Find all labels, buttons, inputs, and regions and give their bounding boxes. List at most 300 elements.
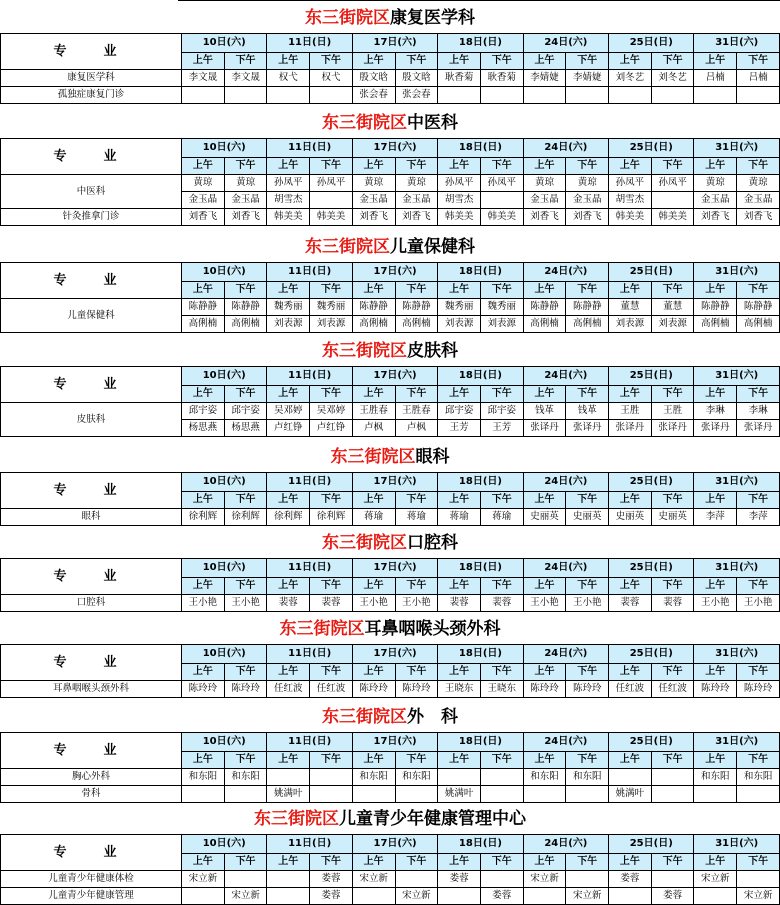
- doctor-cell: 张译丹: [694, 420, 737, 437]
- doctor-cell: 陈静静: [737, 299, 780, 316]
- doctor-cell: 卢红铮: [267, 420, 310, 437]
- doctor-cell: 裴蓉: [438, 595, 481, 612]
- doctor-cell: 李琳: [694, 403, 737, 420]
- doctor-cell: 宋立新: [224, 888, 267, 905]
- date-header: 18日(日): [438, 733, 523, 752]
- doctor-cell: 李婧婕: [566, 70, 609, 87]
- department-section: [0, 442, 780, 526]
- doctor-cell: 张会春: [352, 87, 395, 104]
- morning-header: 上午: [609, 664, 652, 681]
- doctor-cell: 黄琼: [694, 175, 737, 192]
- doctor-cell: 金玉晶: [737, 192, 780, 209]
- department-section: [0, 108, 780, 226]
- campus-name: 东三街院区: [322, 113, 407, 133]
- date-header: 24日(六): [523, 473, 608, 492]
- date-header: 25日(日): [609, 139, 694, 158]
- doctor-cell: 王晓东: [438, 681, 481, 698]
- doctor-cell: 娄蓉: [310, 888, 353, 905]
- morning-header: 上午: [182, 492, 225, 509]
- date-header-row: [1, 139, 780, 158]
- doctor-cell: [182, 87, 225, 104]
- doctor-cell: 和东阳: [224, 769, 267, 786]
- afternoon-header: 下午: [737, 53, 780, 70]
- afternoon-header: 下午: [737, 158, 780, 175]
- doctor-cell: 姚满叶: [267, 786, 310, 803]
- doctor-cell: 吕楠: [737, 70, 780, 87]
- doctor-cell: 和东阳: [352, 769, 395, 786]
- doctor-cell: 任红波: [310, 681, 353, 698]
- morning-header: 上午: [609, 53, 652, 70]
- date-header: 17日(六): [352, 367, 437, 386]
- morning-header: 上午: [352, 854, 395, 871]
- date-header: 31日(六): [694, 34, 780, 53]
- date-header: 11日(日): [267, 835, 352, 854]
- specialty-header: 专 业: [1, 263, 182, 299]
- section-title: [0, 232, 780, 262]
- doctor-cell: 陈静静: [395, 299, 438, 316]
- morning-header: 上午: [267, 578, 310, 595]
- afternoon-header: 下午: [395, 752, 438, 769]
- date-header: 10日(六): [182, 733, 267, 752]
- afternoon-header: 下午: [310, 53, 353, 70]
- morning-header: 上午: [267, 158, 310, 175]
- afternoon-header: 下午: [566, 492, 609, 509]
- doctor-cell: 张译丹: [651, 420, 694, 437]
- morning-header: 上午: [182, 158, 225, 175]
- doctor-cell: 刘香飞: [182, 209, 225, 226]
- doctor-cell: 王小艳: [694, 595, 737, 612]
- doctor-cell: 黄琼: [395, 175, 438, 192]
- afternoon-header: 下午: [395, 158, 438, 175]
- date-header-row: [1, 645, 780, 664]
- doctor-cell: 孙凤平: [267, 175, 310, 192]
- section-title: [0, 3, 780, 33]
- morning-header: 上午: [694, 492, 737, 509]
- doctor-cell: 任红波: [609, 681, 652, 698]
- doctor-cell: [651, 769, 694, 786]
- morning-header: 上午: [694, 53, 737, 70]
- doctor-cell: 韩美美: [609, 209, 652, 226]
- department-name: 儿童保健科: [390, 237, 475, 257]
- doctor-cell: [310, 769, 353, 786]
- schedule-table: [0, 472, 780, 526]
- afternoon-header: 下午: [566, 386, 609, 403]
- doctor-row: [1, 681, 780, 698]
- morning-header: 上午: [609, 282, 652, 299]
- date-header-row: [1, 559, 780, 578]
- morning-header: 上午: [694, 578, 737, 595]
- doctor-cell: [267, 888, 310, 905]
- doctor-cell: 裴蓉: [310, 595, 353, 612]
- morning-header: 上午: [352, 492, 395, 509]
- afternoon-header: 下午: [566, 158, 609, 175]
- date-header: 17日(六): [352, 559, 437, 578]
- afternoon-header: 下午: [651, 53, 694, 70]
- doctor-cell: 宋立新: [694, 871, 737, 888]
- doctor-cell: 史丽英: [566, 509, 609, 526]
- doctor-cell: 金玉晶: [182, 192, 225, 209]
- doctor-cell: 陈静静: [182, 299, 225, 316]
- doctor-cell: [651, 786, 694, 803]
- doctor-cell: 和东阳: [737, 769, 780, 786]
- doctor-cell: 金玉晶: [523, 192, 566, 209]
- doctor-cell: 王小艳: [566, 595, 609, 612]
- morning-header: 上午: [352, 282, 395, 299]
- doctor-cell: 陈玲玲: [523, 681, 566, 698]
- doctor-cell: [480, 871, 523, 888]
- morning-header: 上午: [609, 752, 652, 769]
- date-header: 24日(六): [523, 645, 608, 664]
- doctor-cell: 吕楠: [694, 70, 737, 87]
- doctor-cell: 刘表源: [609, 316, 652, 333]
- department-name: 外 科: [407, 707, 458, 727]
- doctor-cell: 钱革: [566, 403, 609, 420]
- department-name: 皮肤科: [407, 341, 458, 361]
- afternoon-header: 下午: [395, 664, 438, 681]
- doctor-cell: 任红波: [267, 681, 310, 698]
- doctor-cell: 刘香飞: [395, 209, 438, 226]
- doctor-cell: [694, 786, 737, 803]
- doctor-cell: 王小艳: [352, 595, 395, 612]
- specialty-header: 专 业: [1, 139, 182, 175]
- morning-header: 上午: [523, 53, 566, 70]
- doctor-row: [1, 595, 780, 612]
- doctor-cell: 王胜春: [395, 403, 438, 420]
- afternoon-header: 下午: [651, 664, 694, 681]
- doctor-cell: 姚满叶: [438, 786, 481, 803]
- doctor-cell: 钱革: [523, 403, 566, 420]
- doctor-cell: 王胜: [651, 403, 694, 420]
- doctor-cell: [651, 192, 694, 209]
- doctor-cell: 王小艳: [395, 595, 438, 612]
- doctor-cell: 孙凤平: [651, 175, 694, 192]
- doctor-cell: 蒋瑜: [480, 509, 523, 526]
- doctor-cell: 王小艳: [523, 595, 566, 612]
- doctor-cell: 刘香飞: [694, 209, 737, 226]
- morning-header: 上午: [609, 492, 652, 509]
- afternoon-header: 下午: [480, 752, 523, 769]
- morning-header: 上午: [352, 752, 395, 769]
- section-title: [0, 528, 780, 558]
- doctor-cell: [395, 786, 438, 803]
- date-header: 11日(日): [267, 263, 352, 282]
- doctor-cell: [523, 786, 566, 803]
- afternoon-header: 下午: [224, 158, 267, 175]
- department-name: 眼科: [415, 447, 450, 467]
- schedule-table: [0, 644, 780, 698]
- morning-header: 上午: [438, 53, 481, 70]
- doctor-cell: 刘冬艺: [609, 70, 652, 87]
- doctor-row: [1, 87, 780, 104]
- morning-header: 上午: [352, 158, 395, 175]
- afternoon-header: 下午: [566, 664, 609, 681]
- doctor-cell: 陈玲玲: [352, 681, 395, 698]
- doctor-cell: 宋立新: [523, 871, 566, 888]
- specialty-label: 骨科: [1, 786, 182, 803]
- date-header: 24日(六): [523, 835, 608, 854]
- schedule-table: [0, 558, 780, 612]
- afternoon-header: 下午: [224, 282, 267, 299]
- morning-header: 上午: [267, 282, 310, 299]
- doctor-cell: 孙凤平: [609, 175, 652, 192]
- specialty-label: 耳鼻咽喉头颈外科: [1, 681, 182, 698]
- date-header-row: [1, 473, 780, 492]
- morning-header: 上午: [267, 386, 310, 403]
- date-header: 18日(日): [438, 473, 523, 492]
- doctor-cell: 徐利辉: [182, 509, 225, 526]
- schedule-table: [0, 366, 780, 437]
- doctor-cell: 刘表源: [480, 316, 523, 333]
- afternoon-header: 下午: [737, 386, 780, 403]
- afternoon-header: 下午: [480, 386, 523, 403]
- afternoon-header: 下午: [566, 282, 609, 299]
- doctor-cell: 刘表源: [651, 316, 694, 333]
- morning-header: 上午: [523, 752, 566, 769]
- doctor-cell: 刘冬艺: [651, 70, 694, 87]
- date-header: 17日(六): [352, 263, 437, 282]
- afternoon-header: 下午: [737, 854, 780, 871]
- morning-header: 上午: [182, 282, 225, 299]
- department-name: 口腔科: [407, 533, 458, 553]
- morning-header: 上午: [438, 664, 481, 681]
- afternoon-header: 下午: [737, 282, 780, 299]
- doctor-cell: 胡雪杰: [438, 192, 481, 209]
- doctor-cell: 王芳: [438, 420, 481, 437]
- doctor-cell: [438, 769, 481, 786]
- doctor-cell: [224, 871, 267, 888]
- doctor-cell: [267, 87, 310, 104]
- campus-name: 东三街院区: [305, 237, 390, 257]
- morning-header: 上午: [438, 578, 481, 595]
- doctor-cell: 陈静静: [352, 299, 395, 316]
- date-header: 25日(日): [609, 263, 694, 282]
- afternoon-header: 下午: [737, 492, 780, 509]
- date-header: 31日(六): [694, 473, 780, 492]
- date-header: 24日(六): [523, 139, 608, 158]
- doctor-cell: 王晓东: [480, 681, 523, 698]
- doctor-cell: 李文晟: [224, 70, 267, 87]
- date-header: 17日(六): [352, 34, 437, 53]
- morning-header: 上午: [694, 386, 737, 403]
- doctor-cell: 杨思燕: [182, 420, 225, 437]
- doctor-cell: [480, 87, 523, 104]
- doctor-cell: 陈静静: [224, 299, 267, 316]
- date-header-row: [1, 263, 780, 282]
- campus-name: 东三街院区: [279, 619, 365, 639]
- date-header: 17日(六): [352, 645, 437, 664]
- afternoon-header: 下午: [224, 752, 267, 769]
- doctor-cell: [438, 888, 481, 905]
- date-header-row: [1, 367, 780, 386]
- afternoon-header: 下午: [651, 578, 694, 595]
- date-header: 18日(日): [438, 139, 523, 158]
- date-header: 11日(日): [267, 733, 352, 752]
- afternoon-header: 下午: [651, 282, 694, 299]
- schedule-table: [0, 262, 780, 333]
- doctor-cell: 魏秀丽: [267, 299, 310, 316]
- doctor-cell: 王胜春: [352, 403, 395, 420]
- date-header: 11日(日): [267, 367, 352, 386]
- doctor-row: [1, 769, 780, 786]
- campus-name: 东三街院区: [322, 707, 407, 727]
- specialty-label: 胸心外科: [1, 769, 182, 786]
- morning-header: 上午: [609, 158, 652, 175]
- date-header: 10日(六): [182, 139, 267, 158]
- afternoon-header: 下午: [224, 664, 267, 681]
- date-header: 10日(六): [182, 559, 267, 578]
- doctor-cell: [182, 786, 225, 803]
- doctor-cell: [609, 888, 652, 905]
- date-header: 18日(日): [438, 263, 523, 282]
- afternoon-header: 下午: [566, 854, 609, 871]
- doctor-cell: [566, 786, 609, 803]
- date-header: 10日(六): [182, 645, 267, 664]
- doctor-cell: 和东阳: [566, 769, 609, 786]
- campus-name: 东三街院区: [254, 809, 339, 829]
- afternoon-header: 下午: [310, 492, 353, 509]
- doctor-cell: [566, 87, 609, 104]
- doctor-row: [1, 403, 780, 420]
- doctor-cell: 胡雪杰: [609, 192, 652, 209]
- morning-header: 上午: [182, 53, 225, 70]
- date-header: 11日(日): [267, 34, 352, 53]
- afternoon-header: 下午: [566, 752, 609, 769]
- doctor-cell: 陈玲玲: [182, 681, 225, 698]
- doctor-cell: 陈玲玲: [224, 681, 267, 698]
- doctor-cell: 耿香菊: [438, 70, 481, 87]
- morning-header: 上午: [182, 854, 225, 871]
- doctor-cell: [480, 786, 523, 803]
- morning-header: 上午: [438, 492, 481, 509]
- doctor-cell: 杨思燕: [224, 420, 267, 437]
- date-header: 17日(六): [352, 473, 437, 492]
- specialty-label: 儿童青少年健康管理: [1, 888, 182, 905]
- doctor-cell: [694, 87, 737, 104]
- doctor-cell: 邱宇姿: [480, 403, 523, 420]
- date-header-row: [1, 733, 780, 752]
- date-header: 24日(六): [523, 263, 608, 282]
- afternoon-header: 下午: [395, 386, 438, 403]
- doctor-cell: 和东阳: [182, 769, 225, 786]
- doctor-cell: 孙凤平: [438, 175, 481, 192]
- morning-header: 上午: [182, 386, 225, 403]
- specialty-label: 皮肤科: [1, 403, 182, 437]
- doctor-cell: 徐利辉: [224, 509, 267, 526]
- date-header: 11日(日): [267, 473, 352, 492]
- doctor-cell: 魏秀丽: [438, 299, 481, 316]
- morning-header: 上午: [523, 854, 566, 871]
- doctor-cell: [182, 888, 225, 905]
- doctor-cell: 耿香菊: [480, 70, 523, 87]
- date-header: 25日(日): [609, 645, 694, 664]
- doctor-cell: 蒋瑜: [438, 509, 481, 526]
- morning-header: 上午: [438, 386, 481, 403]
- doctor-cell: [224, 786, 267, 803]
- doctor-cell: [267, 871, 310, 888]
- doctor-cell: 孙凤平: [480, 175, 523, 192]
- afternoon-header: 下午: [224, 854, 267, 871]
- doctor-cell: 任红波: [651, 681, 694, 698]
- afternoon-header: 下午: [480, 282, 523, 299]
- doctor-cell: 刘表源: [310, 316, 353, 333]
- doctor-cell: 刘香飞: [352, 209, 395, 226]
- doctor-cell: 高俐楠: [694, 316, 737, 333]
- doctor-cell: 金玉晶: [395, 192, 438, 209]
- doctor-cell: [609, 87, 652, 104]
- department-name: 儿童青少年健康管理中心: [339, 809, 526, 829]
- doctor-cell: 张译丹: [609, 420, 652, 437]
- afternoon-header: 下午: [480, 53, 523, 70]
- date-header: 10日(六): [182, 263, 267, 282]
- campus-name: 东三街院区: [322, 341, 407, 361]
- afternoon-header: 下午: [651, 158, 694, 175]
- afternoon-header: 下午: [480, 664, 523, 681]
- doctor-cell: 蒋瑜: [395, 509, 438, 526]
- doctor-cell: [267, 769, 310, 786]
- doctor-cell: 陈玲玲: [737, 681, 780, 698]
- date-header: 18日(日): [438, 559, 523, 578]
- doctor-cell: 陈静静: [523, 299, 566, 316]
- date-header: 31日(六): [694, 559, 780, 578]
- morning-header: 上午: [182, 578, 225, 595]
- date-header: 11日(日): [267, 559, 352, 578]
- specialty-label: 口腔科: [1, 595, 182, 612]
- specialty-header: 专 业: [1, 34, 182, 70]
- doctor-cell: 裴蓉: [267, 595, 310, 612]
- date-header: 10日(六): [182, 367, 267, 386]
- morning-header: 上午: [182, 664, 225, 681]
- morning-header: 上午: [352, 578, 395, 595]
- doctor-cell: [310, 192, 353, 209]
- doctor-cell: 韩美美: [438, 209, 481, 226]
- doctor-cell: 陈静静: [566, 299, 609, 316]
- afternoon-header: 下午: [737, 664, 780, 681]
- afternoon-header: 下午: [651, 752, 694, 769]
- doctor-cell: 韩美美: [310, 209, 353, 226]
- doctor-cell: [310, 87, 353, 104]
- afternoon-header: 下午: [480, 578, 523, 595]
- doctor-cell: 邱宇姿: [224, 403, 267, 420]
- specialty-header: 专 业: [1, 367, 182, 403]
- specialty-label: 眼科: [1, 509, 182, 526]
- doctor-cell: 刘香飞: [566, 209, 609, 226]
- doctor-cell: 卢枫: [395, 420, 438, 437]
- doctor-cell: 裴蓉: [609, 595, 652, 612]
- doctor-cell: 金玉晶: [566, 192, 609, 209]
- doctor-cell: 孙凤平: [310, 175, 353, 192]
- doctor-cell: 娄蓉: [438, 871, 481, 888]
- doctor-cell: [523, 888, 566, 905]
- afternoon-header: 下午: [224, 386, 267, 403]
- department-name: 耳鼻咽喉头颈外科: [364, 619, 501, 639]
- morning-header: 上午: [523, 492, 566, 509]
- doctor-cell: 陈玲玲: [566, 681, 609, 698]
- department-section: [0, 528, 780, 612]
- doctor-cell: 史丽英: [523, 509, 566, 526]
- doctor-cell: 刘香飞: [224, 209, 267, 226]
- morning-header: 上午: [182, 752, 225, 769]
- department-name: 康复医学科: [390, 8, 475, 28]
- specialty-label: 儿童保健科: [1, 299, 182, 333]
- doctor-cell: 黄琼: [737, 175, 780, 192]
- date-header: 18日(日): [438, 34, 523, 53]
- doctor-row: [1, 786, 780, 803]
- doctor-cell: 陈玲玲: [395, 681, 438, 698]
- afternoon-header: 下午: [224, 53, 267, 70]
- doctor-cell: 金玉晶: [694, 192, 737, 209]
- date-header: 18日(日): [438, 367, 523, 386]
- afternoon-header: 下午: [651, 386, 694, 403]
